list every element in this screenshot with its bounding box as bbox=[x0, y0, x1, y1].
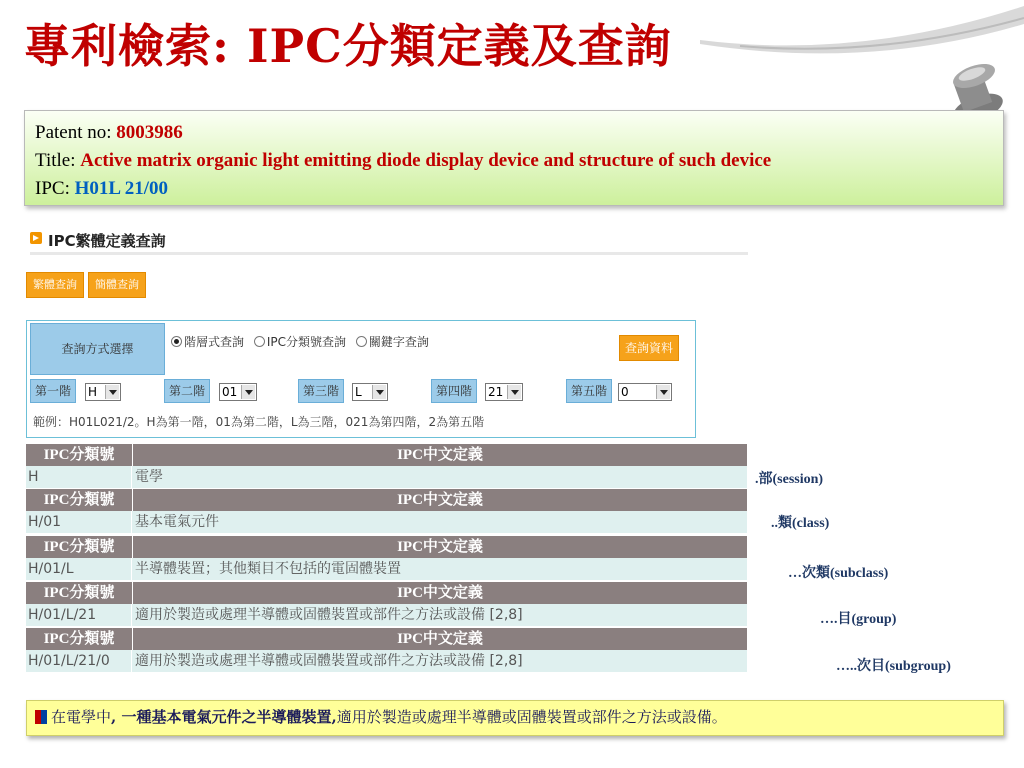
table-row bbox=[26, 511, 747, 533]
option-hierarchical[interactable] bbox=[171, 335, 244, 349]
query-method-label: 查詢方式選擇 bbox=[30, 323, 165, 375]
level-annotation-subclass: …次類(subclass) bbox=[788, 566, 889, 581]
ipc-definition: 電學 bbox=[135, 469, 163, 485]
query-submit-button[interactable]: 查詢資料 bbox=[619, 335, 679, 361]
section-header bbox=[30, 230, 748, 255]
level-2-select[interactable] bbox=[219, 383, 257, 401]
dropdown-arrow-icon bbox=[105, 385, 119, 399]
header-code: IPC分類號 bbox=[26, 536, 133, 558]
patent-no-value: 8003986 bbox=[116, 122, 183, 143]
level-1-value: H bbox=[88, 385, 98, 399]
square-bullet-icon bbox=[35, 710, 47, 724]
table-row bbox=[26, 466, 747, 488]
level-5-label: 第五階 bbox=[566, 379, 612, 403]
patent-title-label: Title: bbox=[35, 150, 81, 171]
level-5-value: 0 bbox=[621, 385, 629, 399]
tab-traditional[interactable]: 繁體查詢 bbox=[26, 272, 84, 298]
ipc-definition: 適用於製造或處理半導體或固體裝置或部件之方法或設備 [2,8] bbox=[135, 653, 523, 669]
level-1-select[interactable] bbox=[85, 383, 121, 401]
table-row bbox=[26, 558, 747, 580]
radio-ipc-code[interactable] bbox=[254, 336, 265, 347]
table-header bbox=[26, 536, 747, 558]
header-code: IPC分類號 bbox=[26, 582, 133, 604]
level-4-value: 21 bbox=[488, 385, 504, 399]
result-table-3 bbox=[26, 536, 747, 580]
header-definition: IPC中文定義 bbox=[397, 631, 483, 647]
patent-info-box bbox=[24, 110, 1004, 206]
header-definition: IPC中文定義 bbox=[397, 447, 483, 463]
arrow-bullet-icon bbox=[30, 232, 42, 244]
ipc-code: H/01 bbox=[26, 511, 132, 533]
table-header bbox=[26, 582, 747, 604]
result-table-4 bbox=[26, 582, 747, 626]
ipc-definition: 適用於製造或處理半導體或固體裝置或部件之方法或設備 [2,8] bbox=[135, 607, 523, 623]
dropdown-arrow-icon bbox=[241, 385, 255, 399]
radio-keyword[interactable] bbox=[356, 336, 367, 347]
level-3-select[interactable] bbox=[352, 383, 388, 401]
option-ipc-code[interactable] bbox=[254, 335, 346, 349]
result-table-2 bbox=[26, 489, 747, 533]
ipc-definition: 基本電氣元件 bbox=[135, 514, 219, 530]
option-keyword-label: 關鍵字查詢 bbox=[368, 335, 429, 349]
level-3-value: L bbox=[355, 385, 362, 399]
patent-title-value: Active matrix organic light emitting diode display device and structure of such device bbox=[80, 150, 772, 171]
header-code: IPC分類號 bbox=[26, 489, 133, 511]
section-title: IPC繁體定義查詢 bbox=[48, 232, 166, 250]
ipc-code: H/01/L bbox=[26, 558, 132, 580]
patent-ipc-label: IPC: bbox=[35, 178, 75, 199]
ipc-definition: 半導體裝置；其他類目不包括的電固體裝置 bbox=[135, 561, 401, 577]
level-2-label: 第二階 bbox=[164, 379, 210, 403]
ipc-code: H bbox=[26, 466, 132, 488]
table-row bbox=[26, 650, 747, 672]
option-hierarchical-label: 階層式查詢 bbox=[184, 335, 245, 349]
level-5-select[interactable] bbox=[618, 383, 672, 401]
header-definition: IPC中文定義 bbox=[397, 539, 483, 555]
level-annotation-group: ….目(group) bbox=[820, 612, 897, 627]
level-3-label: 第三階 bbox=[298, 379, 344, 403]
level-annotation-subgroup: …..次目(subgroup) bbox=[836, 659, 951, 674]
query-panel bbox=[26, 320, 696, 438]
result-table-1 bbox=[26, 444, 747, 488]
patent-no-label: Patent no: bbox=[35, 122, 117, 143]
query-example-text: 範例：H01L021/2。H為第一階，01為第二階，L為三階，021為第四階，2為第五階 bbox=[33, 415, 485, 429]
conclusion-part-2: , 一種基本電氣元件之半導體裝置, bbox=[111, 708, 337, 726]
query-method-options bbox=[171, 333, 435, 350]
table-header bbox=[26, 628, 747, 650]
ipc-code: H/01/L/21/0 bbox=[26, 650, 132, 672]
ipc-code: H/01/L/21 bbox=[26, 604, 132, 626]
tab-simplified[interactable]: 簡體查詢 bbox=[88, 272, 146, 298]
level-annotation-class: ..類(class) bbox=[771, 516, 830, 531]
conclusion-box bbox=[26, 700, 1004, 736]
table-header bbox=[26, 489, 747, 511]
dropdown-arrow-icon bbox=[656, 385, 670, 399]
level-selectors bbox=[30, 377, 692, 405]
patent-ipc-line bbox=[35, 175, 993, 203]
patent-number-line bbox=[35, 119, 993, 147]
level-annotation-section: .部(session) bbox=[755, 472, 824, 487]
header-definition: IPC中文定義 bbox=[397, 492, 483, 508]
option-ipc-code-label: IPC分類號查詢 bbox=[266, 335, 346, 349]
dropdown-arrow-icon bbox=[372, 385, 386, 399]
conclusion-part-3: 適用於製造或處理半導體或固體裝置或部件之方法或設備。 bbox=[336, 708, 727, 726]
patent-title-line bbox=[35, 147, 993, 175]
result-table-5 bbox=[26, 628, 747, 672]
table-row bbox=[26, 604, 747, 626]
header-code: IPC分類號 bbox=[26, 444, 133, 466]
radio-hierarchical[interactable] bbox=[171, 336, 182, 347]
table-header bbox=[26, 444, 747, 466]
option-keyword[interactable] bbox=[356, 335, 429, 349]
level-1-label: 第一階 bbox=[30, 379, 76, 403]
conclusion-part-1: 在電學中 bbox=[51, 708, 112, 726]
slide-title: 專利檢索: IPC分類定義及查詢 bbox=[24, 19, 672, 73]
level-4-label: 第四階 bbox=[431, 379, 477, 403]
header-code: IPC分類號 bbox=[26, 628, 133, 650]
patent-ipc-value: H01L 21/00 bbox=[74, 178, 169, 199]
decorative-swoosh bbox=[700, 0, 1024, 60]
dropdown-arrow-icon bbox=[507, 385, 521, 399]
level-4-select[interactable] bbox=[485, 383, 523, 401]
level-2-value: 01 bbox=[222, 385, 238, 399]
header-definition: IPC中文定義 bbox=[397, 585, 483, 601]
